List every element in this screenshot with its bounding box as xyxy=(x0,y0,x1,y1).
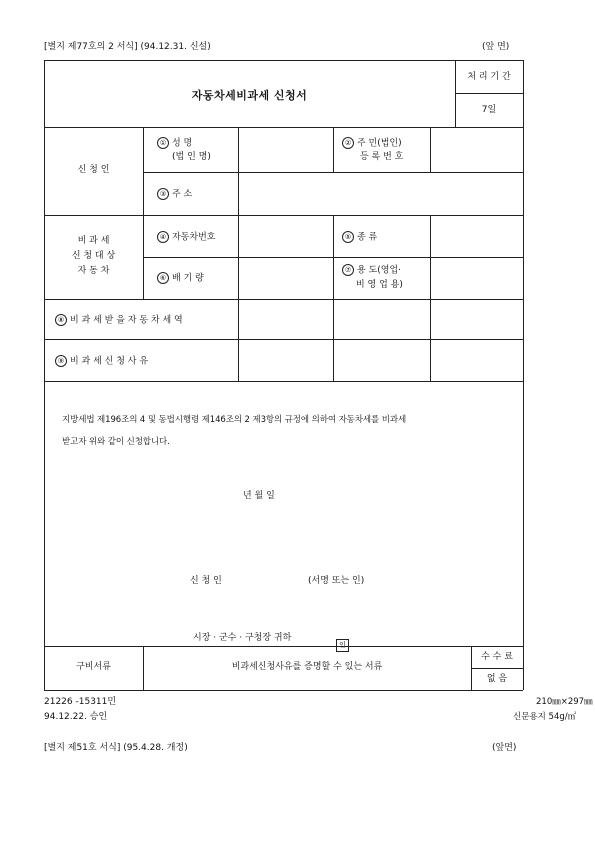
name-field[interactable] xyxy=(240,133,332,171)
applicant-section-label: 신 청 인 xyxy=(77,165,110,175)
exempt-amount-label: ⑧ 비 과 세 받 을 자 동 차 세 역 xyxy=(55,314,183,327)
vehicle-type-label: ⑤ 종 류 xyxy=(342,231,377,244)
name-label: ① 성 명 xyxy=(157,137,192,150)
signature-label: 신 청 인 xyxy=(190,576,222,586)
exempt-reason-field-3[interactable] xyxy=(432,342,522,380)
statement-line-2: 받고자 위와 같이 신청합니다. xyxy=(62,437,170,447)
addressee: 시장 · 군수 · 구청장 귀하 xyxy=(193,633,292,643)
registration-number-label-2: 등 록 번 호 xyxy=(360,152,404,162)
vehicle-number-label: ④ 자동차번호 xyxy=(157,231,215,244)
required-docs-label: 구비서류 xyxy=(76,662,111,672)
usage-label: ⑦ 용 도(영업· xyxy=(342,264,401,277)
fee-label: 수 수 료 xyxy=(481,652,513,662)
vehicle-section-label-1: 비 과 세 xyxy=(77,236,110,246)
marker-7: ⑦ xyxy=(342,264,354,276)
address-field[interactable] xyxy=(240,176,522,214)
form-code: 21226 -15311민 xyxy=(44,697,117,707)
usage-field[interactable] xyxy=(432,260,522,298)
vehicle-type-field[interactable] xyxy=(432,218,522,256)
displacement-label: ⑥ 배 기 량 xyxy=(157,272,204,285)
signature-note: (서명 또는 인) xyxy=(308,576,365,586)
signature-field[interactable] xyxy=(240,572,300,590)
processing-period-value: 7일 xyxy=(481,105,497,115)
corporate-name-label: (법 인 명) xyxy=(172,152,211,162)
marker-1: ① xyxy=(157,137,169,149)
processing-period-label: 처 리 기 간 xyxy=(467,72,511,82)
marker-6: ⑥ xyxy=(157,272,169,284)
marker-8: ⑧ xyxy=(55,314,67,326)
paper-type: 신문용지 54g/㎡ xyxy=(513,712,577,722)
exempt-reason-label: ⑨ 비 과 세 신 청 사 유 xyxy=(55,355,148,368)
registration-number-label: ② 주 민(법인) xyxy=(342,137,402,150)
exempt-amount-field-1[interactable] xyxy=(240,302,332,338)
seal-stamp xyxy=(336,632,349,652)
seal-stamp-mark: 인 xyxy=(336,639,349,652)
form-reference: [별지 제77호의 2 서식] (94.12.31. 신설) xyxy=(44,42,211,52)
exempt-reason-field-1[interactable] xyxy=(240,342,332,380)
vehicle-number-field[interactable] xyxy=(240,218,332,256)
registration-number-field[interactable] xyxy=(432,133,522,171)
date-line: 년 월 일 xyxy=(243,491,275,501)
exempt-amount-field-2[interactable] xyxy=(335,302,429,338)
vehicle-section-label-2: 신 청 대 상 xyxy=(71,251,116,261)
approval-date: 94.12.22. 승인 xyxy=(44,712,108,722)
exempt-amount-field-3[interactable] xyxy=(432,302,522,338)
marker-5: ⑤ xyxy=(342,231,354,243)
marker-4: ④ xyxy=(157,231,169,243)
exempt-reason-field-2[interactable] xyxy=(335,342,429,380)
statement-line-1: 지방세법 제196조의 4 및 동법시행령 제146조의 2 제3항의 규정에 의하여 자동차세를 비과세 xyxy=(62,415,407,425)
page-side-label: (앞 면) xyxy=(482,42,510,52)
next-page-side-label: (앞면) xyxy=(492,743,517,753)
address-label: ③ 주 소 xyxy=(157,188,192,201)
marker-3: ③ xyxy=(157,188,169,200)
paper-size: 210㎜×297㎜ xyxy=(536,697,593,707)
next-form-reference: [별지 제51호 서식] (95.4.28. 개정) xyxy=(44,743,188,753)
vehicle-section-label-3: 자 동 차 xyxy=(77,266,110,276)
usage-label-2: 비 영 업 용) xyxy=(356,280,403,290)
required-docs-value: 비과세신청사유를 증명할 수 있는 서류 xyxy=(231,662,383,672)
fee-value: 없 음 xyxy=(486,674,508,684)
marker-2: ② xyxy=(342,137,354,149)
marker-9: ⑨ xyxy=(55,355,67,367)
displacement-field[interactable] xyxy=(240,260,332,298)
form-title: 자동차세비과세 신청서 xyxy=(191,89,308,102)
